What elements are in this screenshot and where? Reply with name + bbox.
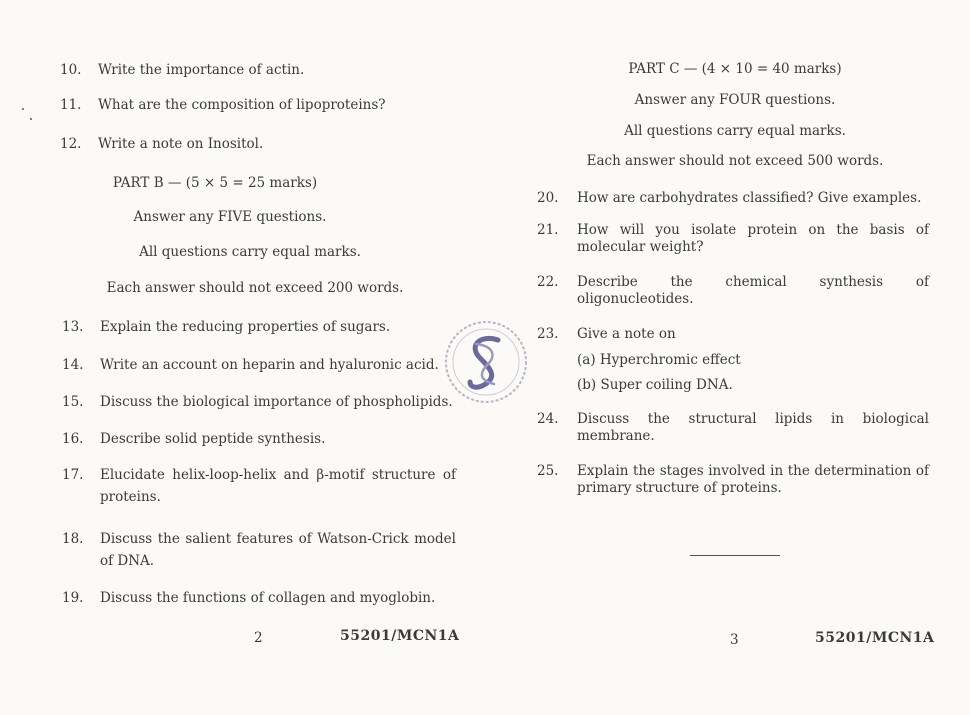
- question-number: 12.: [60, 136, 82, 152]
- question-number: 14.: [62, 357, 84, 373]
- question-number: 25.: [537, 463, 559, 479]
- paper-code: 55201/MCN1A: [815, 630, 935, 646]
- question-text: Discuss the biological importance of phospholipids.: [100, 394, 453, 410]
- question-text: Discuss the structural lipids in biological membrane.: [577, 411, 929, 444]
- question-text: Write an account on heparin and hyaluronic acid.: [100, 357, 439, 373]
- question-text: How will you isolate protein on the basis of molecular weight?: [577, 222, 929, 255]
- question-number: 23.: [537, 326, 559, 342]
- question-number: 16.: [62, 431, 84, 447]
- question-text: Describe the chemical synthesis of oligonucleotides.: [577, 274, 929, 307]
- question-number: 11.: [60, 97, 82, 113]
- question-23-subpart-a: (a) Hyperchromic effect: [577, 352, 741, 368]
- question-text: Explain the stages involved in the determination of primary structure of proteins.: [577, 463, 929, 496]
- question-number: 10.: [60, 62, 82, 78]
- paper-code: 55201/MCN1A: [340, 628, 460, 644]
- question-number: 18.: [62, 531, 84, 547]
- question-text: Write a note on Inositol.: [98, 136, 264, 152]
- part-b-instruction: Each answer should not exceed 200 words.: [106, 280, 404, 296]
- question-number: 22.: [537, 274, 559, 290]
- scan-speck: [30, 118, 32, 120]
- part-b-instruction: Answer any FIVE questions.: [133, 209, 327, 225]
- right-page: [485, 0, 970, 715]
- part-c-instruction: Each answer should not exceed 500 words.: [586, 153, 884, 169]
- part-c-instruction: All questions carry equal marks.: [624, 123, 846, 139]
- question-text: Write the importance of actin.: [98, 62, 305, 78]
- question-text: How are carbohydrates classified? Give examples.: [577, 190, 922, 206]
- end-rule: [690, 555, 780, 556]
- question-text: Discuss the functions of collagen and myoglobin.: [100, 590, 436, 606]
- part-c-instruction: Answer any FOUR questions.: [634, 92, 836, 108]
- part-b-heading: PART B — (5 × 5 = 25 marks): [112, 175, 318, 191]
- question-text: Describe solid peptide synthesis.: [100, 431, 326, 447]
- question-number: 17.: [62, 467, 84, 483]
- question-text: What are the composition of lipoproteins?: [98, 97, 386, 113]
- question-number: 21.: [537, 222, 559, 238]
- question-text: Give a note on: [577, 326, 676, 342]
- question-number: 20.: [537, 190, 559, 206]
- question-23-subpart-b: (b) Super coiling DNA.: [577, 377, 733, 393]
- question-text: Explain the reducing properties of sugars.: [100, 319, 391, 335]
- page-number: 3: [730, 632, 739, 648]
- part-c-heading: PART C — (4 × 10 = 40 marks): [628, 61, 842, 77]
- question-text: Elucidate helix-loop-helix and β-motif structure of proteins.: [100, 467, 456, 505]
- question-number: 24.: [537, 411, 559, 427]
- question-text: Discuss the salient features of Watson-Crick model of DNA.: [100, 531, 456, 569]
- part-b-instruction: All questions carry equal marks.: [139, 244, 361, 260]
- question-number: 15.: [62, 394, 84, 410]
- scan-speck: [22, 108, 24, 110]
- question-number: 13.: [62, 319, 84, 335]
- question-number: 19.: [62, 590, 84, 606]
- page-number: 2: [254, 630, 263, 646]
